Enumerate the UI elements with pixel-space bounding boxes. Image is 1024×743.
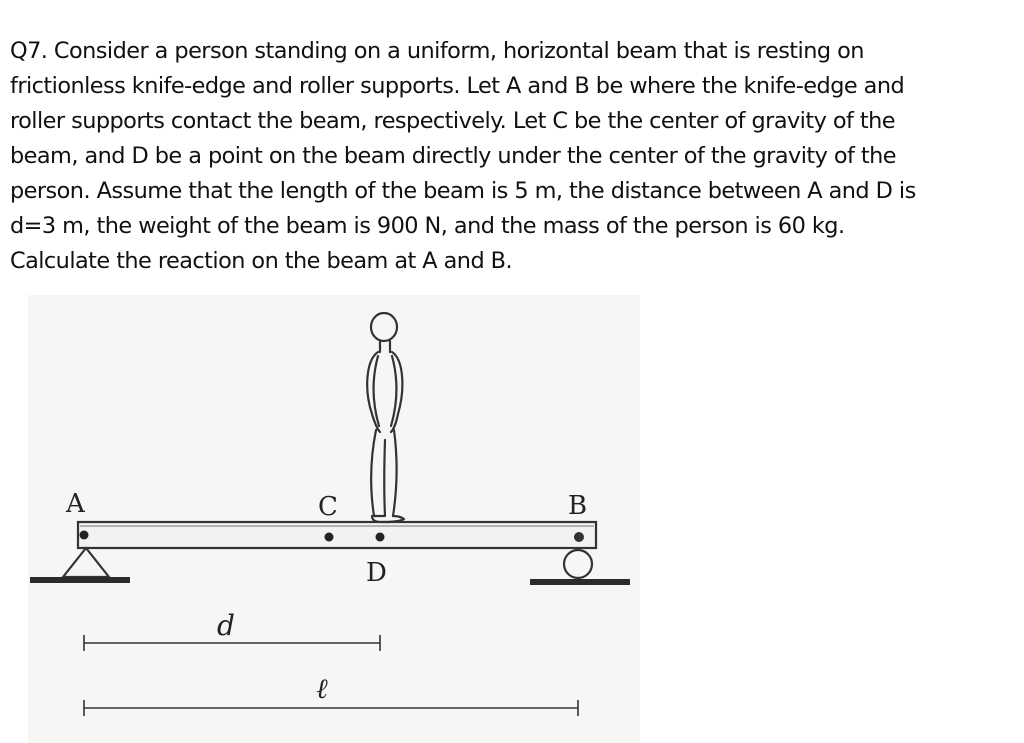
point-a-marker (80, 531, 89, 540)
point-b-marker (574, 532, 584, 542)
beam-figure (0, 290, 1024, 743)
label-c: C (318, 492, 338, 522)
point-c-marker (325, 533, 334, 542)
question-text: Q7. Consider a person standing on a uniform, horizontal beam that is resting on frictionless knife-edge and roller supports. Let A and B be where the knife-edge and roller supports contact the beam, respectively. Let C be the center of gravity of the beam, and D be a point on the beam directly under the center of the gravity of the person. Assume that the length of the beam is 5 m, the distance between A and D is d=3 m, the weight of the beam is 900 N, and the mass of the person is 60 kg. Calculate the reaction on the beam at A and B. (10, 38, 916, 274)
point-d-marker (376, 533, 385, 542)
label-d: D (366, 558, 387, 588)
beam (78, 522, 596, 548)
label-d-dimension: d (217, 609, 235, 642)
label-a: A (66, 489, 85, 519)
beam-diagram (0, 290, 1024, 743)
label-l-dimension: ℓ (316, 672, 328, 705)
label-b: B (568, 491, 588, 521)
